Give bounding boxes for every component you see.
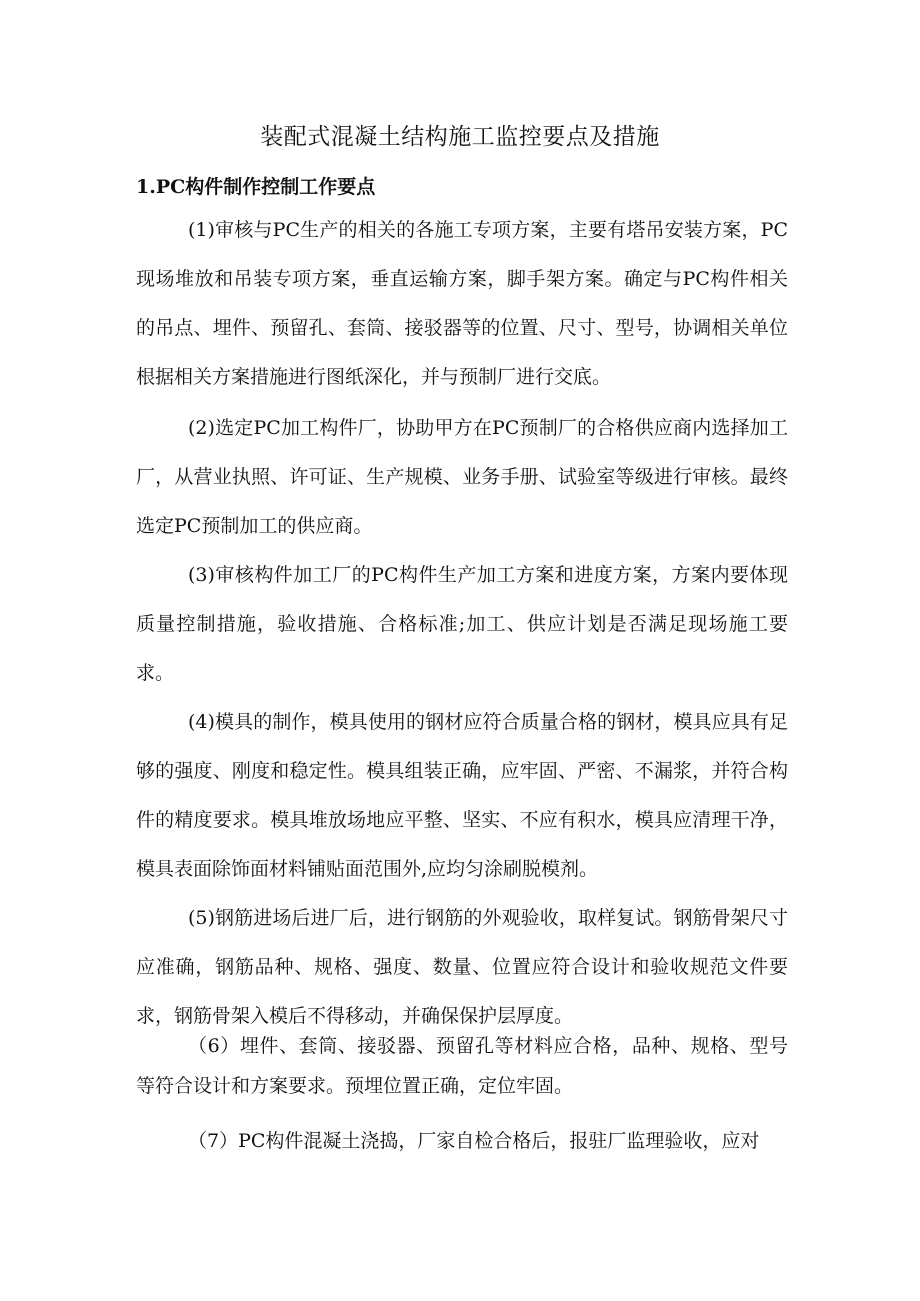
document-title: 装配式混凝土结构施工监控要点及措施 bbox=[260, 124, 660, 150]
section-heading: 1.PC构件制作控制工作要点 bbox=[136, 176, 376, 198]
paragraph-3: (3)审核构件加工厂的PC构件生产加工方案和进度方案，方案内要体现质量控制措施，验收措施、合格标准;加工、供应计划是否满足现场施工要求。 bbox=[136, 564, 788, 684]
paragraph-7: （7）PC构件混凝土浇捣，厂家自检合格后，报驻厂监理验收，应对 bbox=[188, 1130, 760, 1152]
paragraph-1: (1)审核与PC生产的相关的各施工专项方案，主要有塔吊安装方案，PC现场堆放和吊装专项方案，垂直运输方案，脚手架方案。确定与PC构件相关的吊点、埋件、预留孔、套筒、接驳器等的位置、尺寸、型号，协调相关单位根据相关方案措施进行图纸深化，并与预制厂进行交底。 bbox=[136, 219, 788, 388]
paragraph-2: (2)选定PC加工构件厂，协助甲方在PC预制厂的合格供应商内选择加工厂，从营业执照、许可证、生产规模、业务手册、试验室等级进行审核。最终选定PC预制加工的供应商。 bbox=[136, 417, 788, 537]
paragraph-4: (4)模具的制作，模具使用的钢材应符合质量合格的钢材，模具应具有足够的强度、刚度和稳定性。模具组装正确，应牢固、严密、不漏浆，并符合构件的精度要求。模具堆放场地应平整、坚实、不应有积水，模具应清理干净，模具表面除饰面材料铺贴面范围外,应均匀涂刷脱模剂。 bbox=[136, 711, 788, 880]
paragraph-6: （6）埋件、套筒、接驳器、预留孔等材料应合格，品种、规格、型号等符合设计和方案要求。预埋位置正确，定位牢固。 bbox=[136, 1035, 788, 1097]
paragraph-5: (5)钢筋进场后进厂后，进行钢筋的外观验收，取样复试。钢筋骨架尺寸应准确，钢筋品种、规格、强度、数量、位置应符合设计和验收规范文件要求，钢筋骨架入模后不得移动，并确保保护层厚度。 bbox=[136, 907, 788, 1027]
